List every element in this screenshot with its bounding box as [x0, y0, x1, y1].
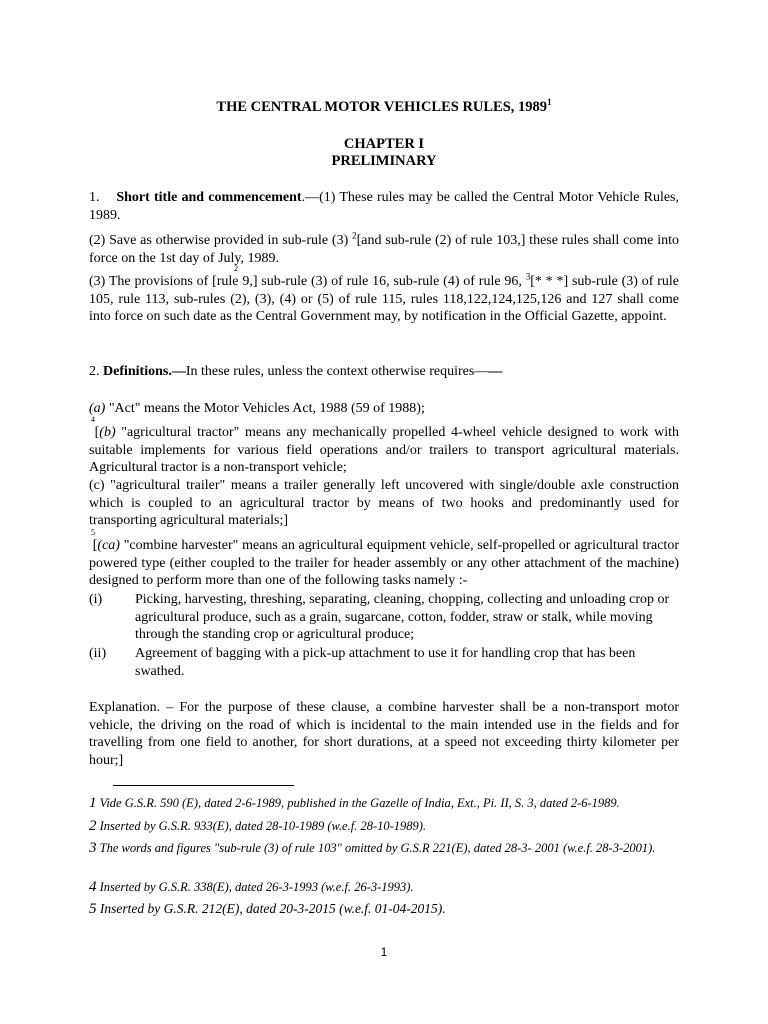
footnote-ref: 2 [352, 230, 357, 241]
section-1-subrule-3: (3) The provisions of [rule 9,] sub-rule (3) of rule 16, sub-rule (4) of rule 96, $^3$[* * *] sub-rule (3) of rule 105, rule 113, sub-rules (2), (3), (4) or (5) of rule 115, rules 118,122,124,125,126 and 127 shall come into force on such date as the Central Government may, by notification in the Official Gazette, appoint. [89, 271, 680, 324]
chapter-number: CHAPTER I [343, 136, 425, 152]
section-2-heading: Definitions. [103, 364, 172, 379]
footnote-ref-small: 2 [234, 264, 238, 273]
section-1-paragraph: 1. Short title and commencement.—(1) These rules may be called the Central Motor Vehicle Rules, 1989. [89, 190, 679, 223]
footnote: 4 Inserted by G.S.R. 338(E), dated 26-3-1993 (w.e.f. 26-3-1993). [89, 879, 414, 895]
footnote: 1 Vide G.S.R. 590 (E), dated 2-6-1989, published in the Gazelle of India, Ext., Pi. II, S. 3, dated 2-6-1989. [89, 795, 620, 811]
definition-c: (c) "agricultural trailer" means a trailer generally left uncovered with single/double axle construction which is coupled to an agricultural tractor by means of two hooks and predominantly used for transporting agricultural materials;] [89, 478, 679, 528]
footnote: 5 Inserted by G.S.R. 212(E), dated 20-3-2015 (w.e.f. 01-04-2015). [89, 901, 446, 917]
page-number: 1 [380, 945, 388, 959]
definition-a: (a) "Act" means the Motor Vehicles Act, 1988 (59 of 1988); [89, 401, 425, 416]
footnote-ref-small: 5 [91, 528, 95, 537]
document-title: THE CENTRAL MOTOR VEHICLES RULES, 1989$^1$ [216, 97, 552, 115]
definition-b: [(b) "agricultural tractor" means any mechanically propelled 4-wheel vehicle designed to work with suitable implements for various field operations and/or trailers to transport agricultural materials. Agricultural tractor is a non-transport vehicle; [89, 425, 679, 475]
section-1-heading: Short title and commencement [116, 190, 302, 205]
definition-ca: [(ca) "combine harvester" means an agricultural equipment vehicle, self-propelled or agricultural tractor powered type (either coupled to the trailer for header assembly or any other attachment of the machine) designed to perform more than one of the following tasks namely :- [89, 538, 679, 588]
chapter-title: PRELIMINARY [331, 153, 437, 169]
footnote: 2 Inserted by G.S.R. 933(E), dated 28-10-1989 (w.e.f. 28-10-1989). [89, 818, 427, 834]
section-1-subrule-2: (2) Save as otherwise provided in sub-rule (3) $^2$[and sub-rule (2) of rule 103,] these rules shall come into force on the 1st day of July, 1989. [89, 230, 679, 266]
footnote-ref-small: 4 [91, 415, 95, 424]
footnote: 3 The words and figures "sub-rule (3) of rule 103" omitted by G.S.R 221(E), dated 28-3- 2001 (w.e.f. 28-3-2001). [89, 840, 656, 856]
footnote-separator [113, 785, 294, 786]
section-2-paragraph: 2. Definitions.—In these rules, unless the context otherwise requires—— [89, 364, 503, 379]
explanation-paragraph: Explanation. – For the purpose of these clause, a combine harvester shall be a non-transport motor vehicle, the driving on the road of which is incidental to the main intended use in the fields and for travelling from one field to another, for short durations, at a speed not exceeding thirty kilometer per hour;] [89, 700, 679, 768]
footnote-ref: 1 [547, 97, 552, 107]
footnote-ref: 3 [525, 271, 531, 282]
